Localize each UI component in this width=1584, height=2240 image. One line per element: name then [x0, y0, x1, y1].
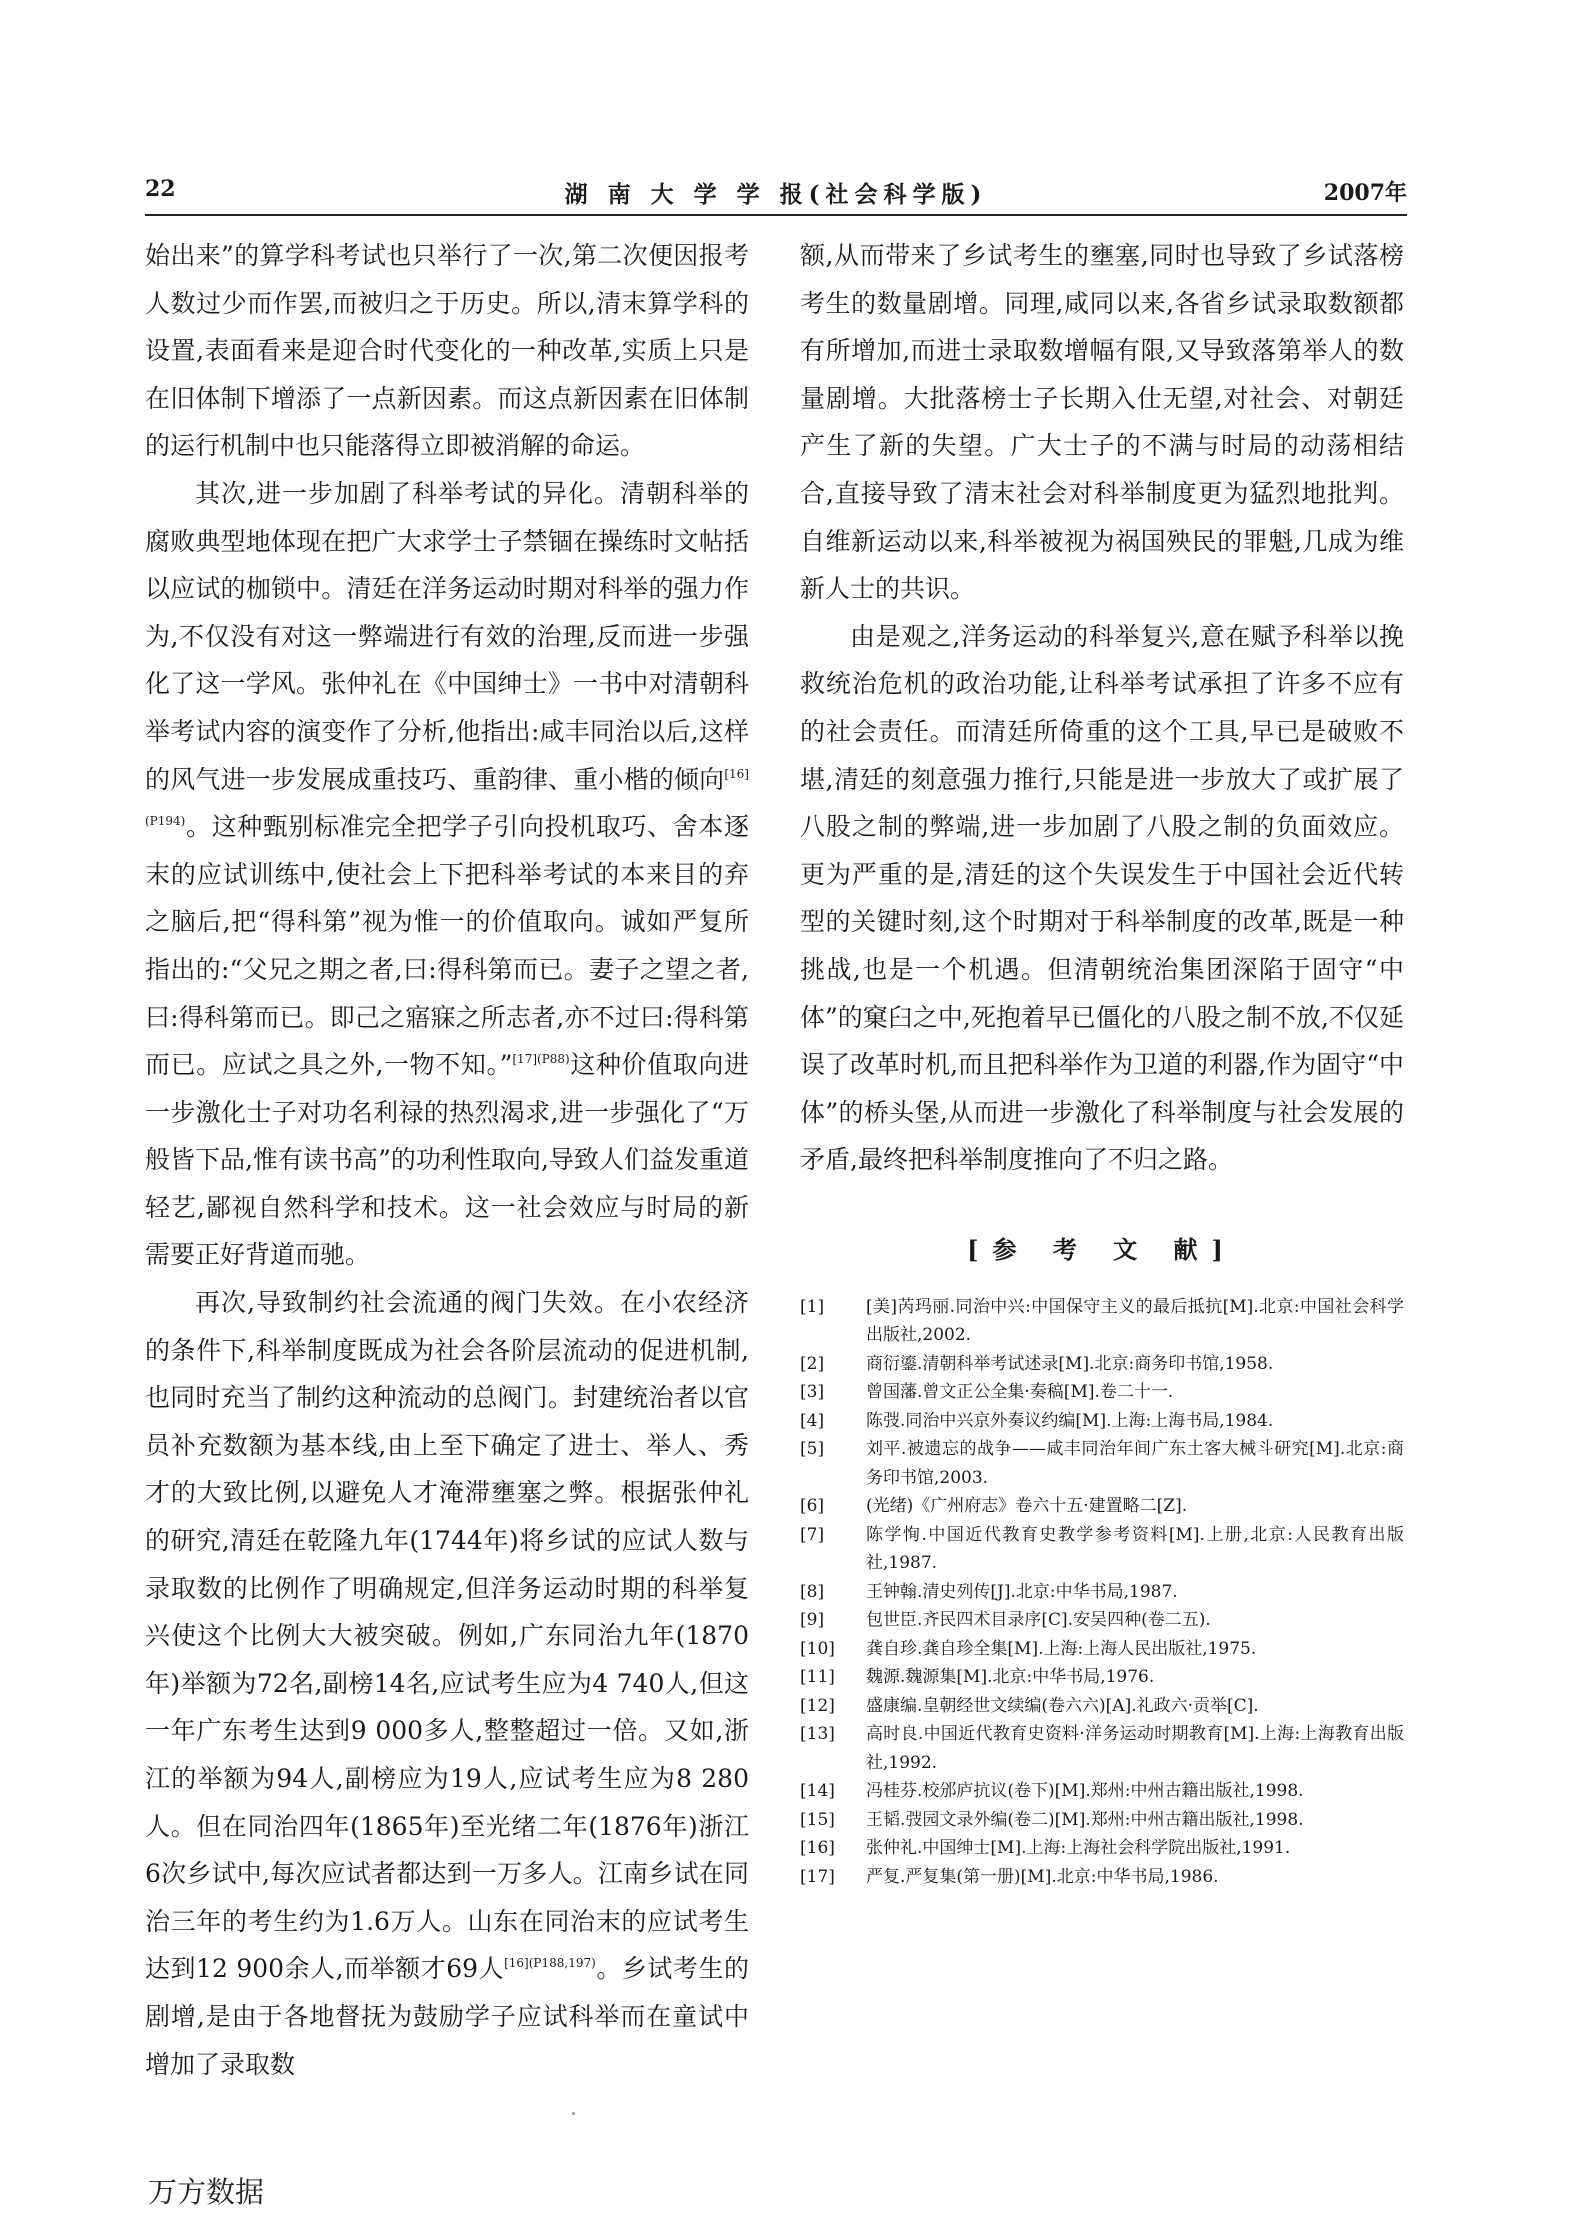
body-paragraph	[145, 470, 749, 1279]
reference-number: [3]	[800, 1382, 825, 1403]
reference-item	[800, 1863, 1404, 1892]
journal-title: 湖 南 大 学 学 报(社会科学版)	[564, 181, 988, 208]
reference-item	[800, 1692, 1404, 1721]
reference-number: [1]	[800, 1296, 825, 1317]
citation-marker: [17](P88)	[512, 1052, 570, 1067]
reference-text: 魏源.魏源集[M].北京:中华书局,1976.	[866, 1667, 1155, 1688]
reference-item	[800, 1378, 1404, 1407]
scan-speck	[572, 2112, 575, 2115]
reference-number: [7]	[800, 1524, 825, 1545]
reference-number: [15]	[800, 1809, 835, 1830]
reference-text: 陈弢.同治中兴京外奏议约编[M].上海:上海书局,1984.	[866, 1410, 1274, 1431]
reference-item	[800, 1521, 1404, 1578]
reference-item	[800, 1777, 1404, 1806]
reference-item	[800, 1435, 1404, 1492]
header-rule	[145, 214, 1407, 216]
reference-item	[800, 1407, 1404, 1436]
reference-number: [6]	[800, 1496, 825, 1517]
running-header	[145, 176, 1407, 212]
reference-item	[800, 1834, 1404, 1863]
reference-number: [9]	[800, 1610, 825, 1631]
reference-number: [4]	[800, 1410, 825, 1431]
right-column	[800, 232, 1404, 1891]
reference-text: 冯桂芬.校邠庐抗议(卷下)[M].郑州:中州古籍出版社,1998.	[866, 1781, 1304, 1802]
reference-text: 包世臣.齐民四术目录序[C].安吴四种(卷二五).	[866, 1610, 1211, 1631]
reference-text: 王钟翰.清史列传[J].北京:中华书局,1987.	[866, 1581, 1178, 1602]
reference-number: [11]	[800, 1667, 835, 1688]
reference-item	[800, 1293, 1404, 1350]
reference-text: 曾国藩.曾文正公全集·奏稿[M].卷二十一.	[866, 1382, 1174, 1403]
reference-item	[800, 1606, 1404, 1635]
paragraph-text: 。乡试考生的剧增,是由于各地督抚为鼓励学子应试科举而在童试中增加了录取数	[145, 1954, 749, 2079]
references-heading: [参 考 文 献]	[967, 1234, 1237, 1264]
reference-list	[800, 1293, 1404, 1892]
reference-text: 严复.严复集(第一册)[M].北京:中华书局,1986.	[866, 1866, 1219, 1887]
citation-marker: [16](P194)	[145, 766, 749, 829]
reference-text: (光绪)《广州府志》卷六十五·建置略二[Z].	[866, 1496, 1188, 1517]
reference-item	[800, 1492, 1404, 1521]
reference-text: 盛康编.皇朝经世文续编(卷六六)[A].礼政六·贡举[C].	[866, 1695, 1259, 1716]
body-paragraph: 始出来”的算学科考试也只举行了一次,第二次便因报考人数过少而作罢,而被归之于历史。所以,清末算学科的设置,表面看来是迎合时代变化的一种改革,实质上只是在旧体制下增添了一点新因素。而这点新因素在旧体制的运行机制中也只能落得立即被消解的命运。	[145, 241, 749, 461]
reference-item	[800, 1350, 1404, 1379]
reference-item	[800, 1578, 1404, 1607]
reference-number: [17]	[800, 1866, 835, 1887]
reference-text: 商衍鎏.清朝科举考试述录[M].北京:商务印书馆,1958.	[866, 1353, 1274, 1374]
citation-marker: [16](P188,197)	[504, 1956, 596, 1971]
body-paragraph: 额,从而带来了乡试考生的壅塞,同时也导致了乡试落榜考生的数量剧增。同理,咸同以来,各省乡试录取数额都有所增加,而进士录取数增幅有限,又导致落第举人的数量剧增。大批落榜士子长期入仕无望,对社会、对朝廷产生了新的失望。广大士子的不满与时局的动荡相结合,直接导致了清末社会对科举制度更为猛烈地批判。自维新运动以来,科举被视为祸国殃民的罪魁,几成为维新人士的共识。	[800, 241, 1404, 604]
body-paragraph: 由是观之,洋务运动的科举复兴,意在赋予科举以挽救统治危机的政治功能,让科举考试承担了许多不应有的社会责任。而清廷所倚重的这个工具,早已是破败不堪,清廷的刻意强力推行,只能是进一步放大了或扩展了八股之制的弊端,进一步加剧了八股之制的负面效应。更为严重的是,清廷的这个失误发生于中国社会近代转型的关键时刻,这个时期对于科举制度的改革,既是一种挑战,也是一个机遇。但清朝统治集团深陷于固守“中体”的窠臼之中,死抱着早已僵化的八股之制不放,不仅延误了改革时机,而且把科举作为卫道的利器,作为固守“中体”的桥头堡,从而进一步激化了科举制度与社会发展的矛盾,最终把科举制度推向了不归之路。	[800, 621, 1404, 1175]
reference-text: 陈学恂.中国近代教育史教学参考资料[M].上册,北京:人民教育出版社,1987.	[866, 1524, 1404, 1574]
body-paragraph	[145, 1279, 749, 2088]
left-column	[145, 232, 749, 2088]
paragraph-text: 。这种甄别标准完全把学子引向投机取巧、舍本逐末的应试训练中,使社会上下把科举考试的本来目的弃之脑后,把“得科第”视为惟一的价值取向。诚如严复所指出的:“父兄之期之者,曰:得科第而已。妻子之望之者,曰:得科第而已。即己之寤寐之所志者,亦不过曰:得科第而已。应试之具之外,一物不知。”	[145, 812, 749, 1080]
reference-number: [8]	[800, 1581, 825, 1602]
reference-text: 龚自珍.龚自珍全集[M].上海:上海人民出版社,1975.	[866, 1638, 1257, 1659]
paragraph-text: 再次,导致制约社会流通的阀门失效。在小农经济的条件下,科举制度既成为社会各阶层流动的促进机制,也同时充当了制约这种流动的总阀门。封建统治者以官员补充数额为基本线,由上至下确定了进士、举人、秀才的大致比例,以避免人才淹滞壅塞之弊。根据张仲礼的研究,清廷在乾隆九年(1744年)将乡试的应试人数与录取数的比例作了明确规定,但洋务运动时期的科举复兴使这个比例大大被突破。例如,广东同治九年(1870年)举额为72名,副榜14名,应试考生应为4 740人,但这一年广东考生达到9 000多人,整整超过一倍。又如,浙江的举额为94人,副榜应为19人,应试考生应为8 280人。但在同治四年(1865年)至光绪二年(1876年)浙江6次乡试中,每次应试者都达到一万多人。江南乡试在同治三年的考生约为1.6万人。山东在同治末的应试考生达到12 900余人,而举额才69人	[145, 1288, 749, 1984]
reference-item	[800, 1720, 1404, 1777]
reference-item	[800, 1635, 1404, 1664]
reference-number: [12]	[800, 1695, 835, 1716]
reference-item	[800, 1663, 1404, 1692]
reference-number: [5]	[800, 1439, 825, 1460]
page-number: 22	[145, 176, 176, 202]
reference-number: [14]	[800, 1781, 835, 1802]
reference-number: [13]	[800, 1724, 835, 1745]
paragraph-text: 其次,进一步加剧了科举考试的异化。清朝科举的腐败典型地体现在把广大求学士子禁锢在操练时文帖括以应试的枷锁中。清廷在洋务运动时期对科举的强力作为,不仅没有对这一弊端进行有效的治理,反而进一步强化了这一学风。张仲礼在《中国绅士》一书中对清朝科举考试内容的演变作了分析,他指出:咸丰同治以后,这样的风气进一步发展成重技巧、重韵律、重小楷的倾向	[145, 478, 749, 794]
watermark: 万方数据	[148, 2175, 265, 2209]
issue-year: 2007年	[1323, 180, 1407, 206]
reference-text: [美]芮玛丽.同治中兴:中国保守主义的最后抵抗[M].北京:中国社会科学出版社,2002.	[866, 1296, 1404, 1346]
reference-text: 刘平.被遗忘的战争——咸丰同治年间广东土客大械斗研究[M].北京:商务印书馆,2003.	[866, 1439, 1404, 1488]
reference-item	[800, 1806, 1404, 1835]
reference-text: 高时良.中国近代教育史资料·洋务运动时期教育[M].上海:上海教育出版社,1992.	[866, 1724, 1404, 1773]
reference-number: [10]	[800, 1638, 835, 1659]
paragraph-text: 这种价值取向进一步激化士子对功名利禄的热烈渴求,进一步强化了“万般皆下品,惟有读书高”的功利性取向,导致人们益发重道轻艺,鄙视自然科学和技术。这一社会效应与时局的新需要正好背道而驰。	[145, 1050, 749, 1270]
reference-number: [2]	[800, 1353, 825, 1374]
reference-number: [16]	[800, 1838, 835, 1859]
reference-text: 王韬.弢园文录外编(卷二)[M].郑州:中州古籍出版社,1998.	[866, 1809, 1304, 1830]
reference-text: 张仲礼.中国绅士[M].上海:上海社会科学院出版社,1991.	[866, 1838, 1291, 1859]
